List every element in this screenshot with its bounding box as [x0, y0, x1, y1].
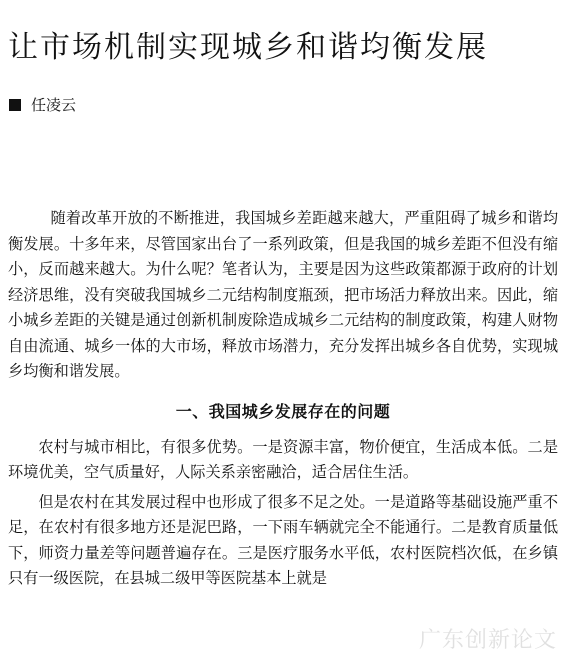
- section-paragraph-2: 但是农村在其发展过程中也形成了很多不足之处。一是道路等基础设施严重不足，在农村有很多地方还是泥巴路，一下雨车辆就完全不能通行。二是教育质量低下，师资力量差等问题普遍存在。三是医疗服务水平低，农村医院档次低，在乡镇只有一级医院，在县城二级甲等医院基本上就是: [8, 492, 558, 587]
- author-byline: [9, 95, 76, 115]
- watermark: 广东创新论文: [418, 628, 557, 653]
- article-title: 让市场机制实现城乡和谐均衡发展: [8, 30, 488, 66]
- section-heading: 一、我国城乡发展存在的问题: [175, 401, 391, 421]
- intro-paragraph: 随着改革开放的不断推进，我国城乡差距越来越大，严重阻碍了城乡和谐均衡发展。十多年来，尽管国家出台了一系列政策，但是我国的城乡差距不但没有缩小，反而越来越大。为什么呢？笔者认为，主要是因为这些政策都源于政府的计划经济思维，没有突破我国城乡二元结构制度瓶颈，把市场活力释放出来。因此，缩小城乡差距的关键是通过创新机制废除造成城乡二元结构的制度政策，构建人财物自由流通、城乡一体的大市场，释放市场潜力，充分发挥出城乡各自优势，实现城乡均衡和谐发展。: [8, 209, 558, 380]
- author-name: 任凌云: [31, 96, 77, 114]
- article-body: [8, 206, 558, 592]
- section-paragraph-1: 农村与城市相比，有很多优势。一是资源丰富，物价便宜，生活成本低。二是环境优美，空气质量好，人际关系亲密融洽，适合居住生活。: [8, 437, 558, 481]
- square-bullet-icon: [9, 99, 21, 111]
